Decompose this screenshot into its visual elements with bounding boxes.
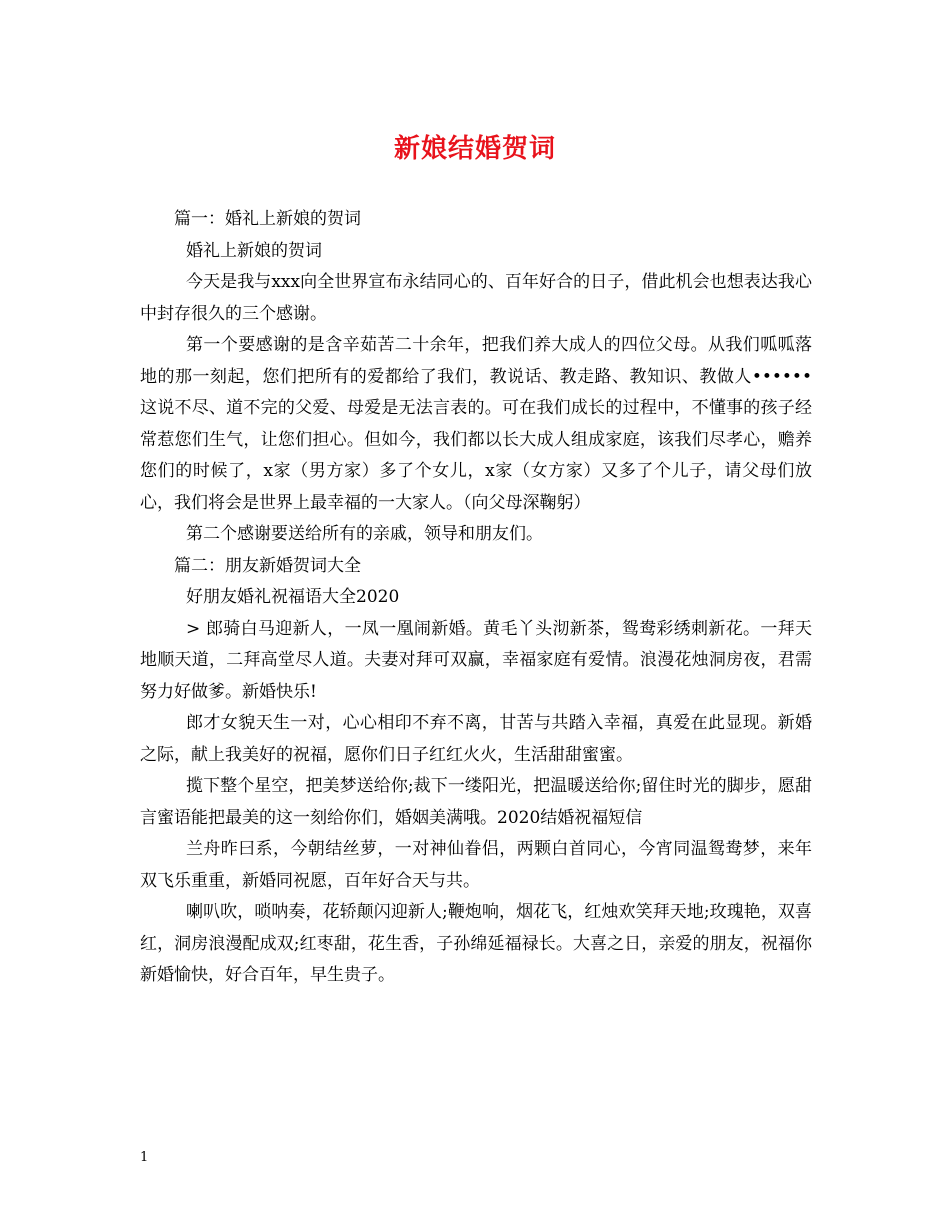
- paragraph: 婚礼上新娘的贺词: [186, 240, 322, 261]
- paragraph: 第一个要感谢的是含辛茹苦二十余年，把我们养大成人的四位父母。从我们呱呱落地的那一刻起，您们把所有的爱都给了我们，教说话、教走路、教知识、教做人••••••这说不尽、道不完的父爱、母爱是无法言表的。可在我们成长的过程中，不懂事的孩子经常惹您们生气，让您们担心。但如今，我们都以长大成人组成家庭，该我们尽孝心，赡养您们的时候了，x家（男方家）多了个女儿，x家（女方家）又多了个儿子，请父母们放心，我们将会是世界上最幸福的一大家人。（向父母深鞠躬）: [140, 335, 812, 513]
- paragraph: 第二个感谢要送给所有的亲戚，领导和朋友们。: [186, 524, 543, 544]
- paragraph: 兰舟昨曰系，今朝结丝萝，一对神仙眷侣，两颗白首同心，今宵同温鸳鸯梦，来年双飞乐重重，新婚同祝愿，百年好合天与共。: [140, 839, 812, 891]
- paragraph: 好朋友婚礼祝福语大全2020: [186, 587, 400, 607]
- section-heading: 篇一：婚礼上新娘的贺词: [174, 209, 361, 229]
- paragraph: 揽下整个星空，把美梦送给你;裁下一缕阳光，把温暖送给你;留住时光的脚步，愿甜言蜜语能把最美的这一刻给你们，婚姻美满哦。2020结婚祝福短信: [140, 776, 812, 828]
- paragraph: 今天是我与xxx向全世界宣布永结同心的、百年好合的日子，借此机会也想表达我心中封存很久的三个感谢。: [140, 272, 812, 324]
- page-number: 1: [140, 1150, 149, 1165]
- document-body: [140, 204, 812, 992]
- section-heading: 篇二：朋友新婚贺词大全: [174, 555, 361, 576]
- paragraph: 喇叭吹，唢呐奏，花轿颠闪迎新人;鞭炮响，烟花飞，红烛欢笑拜天地;玫瑰艳，双喜红，洞房浪漫配成双;红枣甜，花生香，子孙绵延福禄长。大喜之日，亲爱的朋友，祝福你新婚愉快，好合百年，早生贵子。: [140, 902, 812, 985]
- paragraph: > 郎骑白马迎新人，一凤一凰闹新婚。黄毛丫头沏新茶，鸳鸯彩绣刺新花。一拜天地顺天道，二拜高堂尽人道。夫妻对拜可双赢，幸福家庭有爱情。浪漫花烛洞房夜，君需努力好做爹。新婚快乐!: [140, 618, 812, 702]
- document-title: 新娘结婚贺词: [393, 134, 556, 164]
- paragraph: 郎才女貌天生一对，心心相印不弃不离，甘苦与共踏入幸福，真爱在此显现。新婚之际，献上我美好的祝福，愿你们日子红红火火，生活甜甜蜜蜜。: [140, 713, 812, 765]
